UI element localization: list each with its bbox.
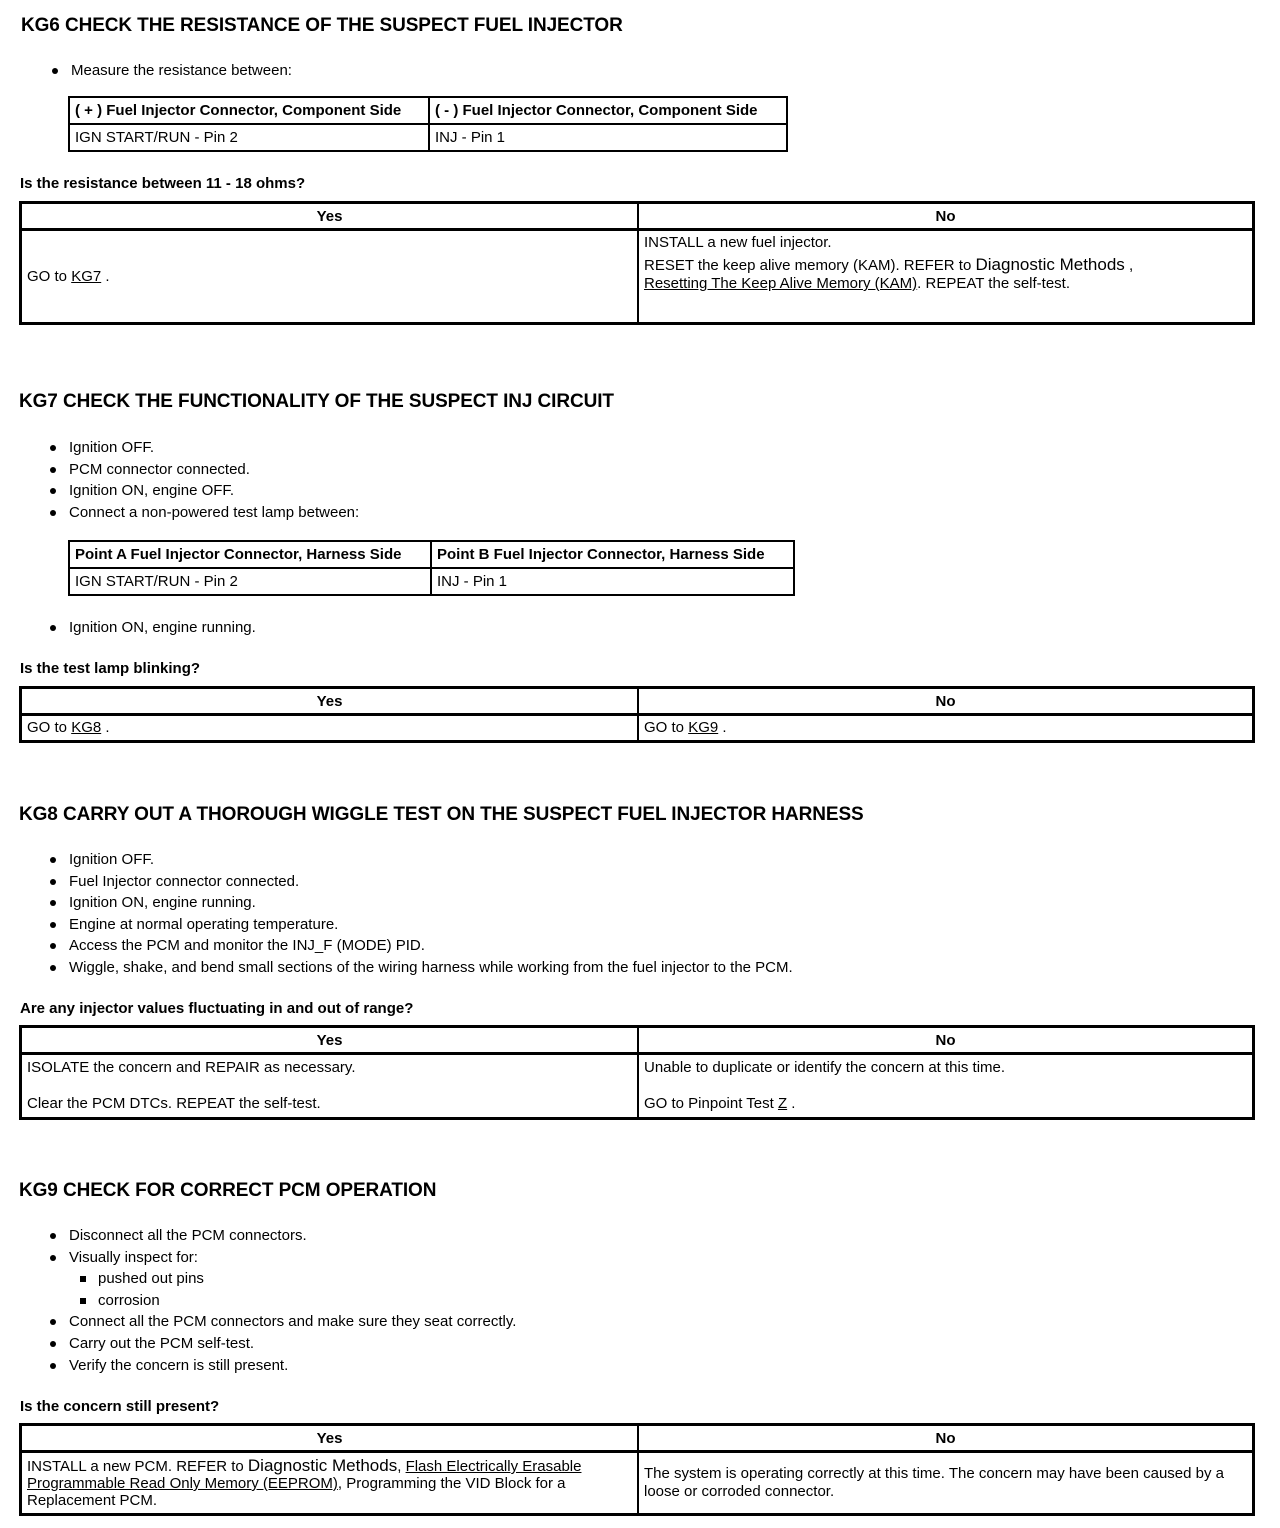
no-header: No bbox=[638, 203, 1254, 230]
yes-header: Yes bbox=[21, 203, 639, 230]
no-cell: The system is operating correctly at this time. The concern may have been caused by a loose or corroded connector. bbox=[638, 1452, 1254, 1515]
kg7-connector-table bbox=[68, 540, 795, 596]
yes-cell bbox=[21, 1452, 639, 1515]
kg7-link[interactable]: KG7 bbox=[71, 267, 102, 285]
no-cell bbox=[638, 230, 1254, 324]
table-cell: INJ - Pin 1 bbox=[429, 124, 787, 151]
kg9-title: KG9 CHECK FOR CORRECT PCM OPERATION bbox=[19, 1180, 437, 1201]
no-header: No bbox=[638, 688, 1254, 715]
yes-text: GO to bbox=[27, 719, 72, 736]
list-item: PCM connector connected. bbox=[50, 459, 359, 481]
table-row bbox=[69, 568, 794, 595]
kg6-question: Is the resistance between 11 - 18 ohms? bbox=[20, 175, 306, 192]
no-header: No bbox=[638, 1425, 1254, 1452]
list-item: Fuel Injector connector connected. bbox=[50, 871, 793, 893]
no-line-2 bbox=[644, 1095, 1247, 1113]
no-suffix: . bbox=[718, 719, 727, 736]
list-item: Ignition OFF. bbox=[50, 849, 793, 871]
list-item: Ignition OFF. bbox=[50, 437, 359, 459]
kg8-title: KG8 CARRY OUT A THOROUGH WIGGLE TEST ON THE SUSPECT FUEL INJECTOR HARNESS bbox=[19, 804, 864, 825]
yes-header: Yes bbox=[21, 688, 639, 715]
table-header: ( + ) Fuel Injector Connector, Component Side bbox=[69, 97, 429, 124]
list-item: Visually inspect for: bbox=[50, 1247, 516, 1269]
table-header: Point A Fuel Injector Connector, Harness Side bbox=[69, 541, 431, 568]
no-text: RESET the keep alive memory (KAM). REFER to bbox=[644, 257, 976, 274]
kg7-title: KG7 CHECK THE FUNCTIONALITY OF THE SUSPECT INJ CIRCUIT bbox=[19, 391, 614, 412]
kg6-title: KG6 CHECK THE RESISTANCE OF THE SUSPECT FUEL INJECTOR bbox=[21, 15, 623, 36]
yes-cell bbox=[21, 230, 639, 324]
yes-cell bbox=[21, 1054, 639, 1119]
reset-kam-link[interactable]: Resetting The Keep Alive Memory (KAM) bbox=[644, 275, 918, 292]
list-item: Disconnect all the PCM connectors. bbox=[50, 1225, 516, 1247]
kg8-answer-table bbox=[19, 1025, 1255, 1120]
kg9-answer-table bbox=[19, 1423, 1255, 1516]
list-item: Engine at normal operating temperature. bbox=[50, 914, 793, 936]
yes-suffix: . bbox=[101, 267, 110, 285]
no-cell bbox=[638, 715, 1254, 742]
no-text: GO to bbox=[644, 719, 689, 736]
no-line-1: Unable to duplicate or identify the concern at this time. bbox=[644, 1059, 1006, 1076]
sub-list-item: corrosion bbox=[50, 1290, 516, 1312]
kg8-bullet-list bbox=[50, 849, 793, 979]
kg9-link[interactable]: KG9 bbox=[688, 719, 719, 736]
kg6-connector-table bbox=[68, 96, 788, 152]
diagnostic-methods-ref: Diagnostic Methods bbox=[247, 1456, 398, 1475]
kg7-answer-table bbox=[19, 686, 1255, 743]
list-item: Measure the resistance between: bbox=[52, 60, 292, 82]
list-item: Connect a non-powered test lamp between: bbox=[50, 502, 359, 524]
no-line-1: INSTALL a new fuel injector. bbox=[644, 234, 832, 251]
kg7-bullet-list bbox=[50, 437, 359, 523]
no-line-3 bbox=[644, 275, 1247, 293]
yes-header: Yes bbox=[21, 1425, 639, 1452]
list-item: Wiggle, shake, and bend small sections of the wiring harness while working from the fuel injector to the PCM. bbox=[50, 957, 793, 979]
list-item: Ignition ON, engine OFF. bbox=[50, 480, 359, 502]
kg6-answer-table bbox=[19, 201, 1255, 325]
pinpoint-z-link[interactable]: Z bbox=[777, 1095, 788, 1112]
yes-suffix: . bbox=[101, 719, 110, 736]
kg9-bullet-list bbox=[50, 1225, 516, 1376]
no-cell bbox=[638, 1054, 1254, 1119]
list-item: Verify the concern is still present. bbox=[50, 1355, 516, 1377]
list-item: Carry out the PCM self-test. bbox=[50, 1333, 516, 1355]
yes-comma: , bbox=[397, 1458, 406, 1475]
no-header: No bbox=[638, 1027, 1254, 1054]
list-item: Ignition ON, engine running. bbox=[50, 617, 256, 639]
yes-header: Yes bbox=[21, 1027, 639, 1054]
yes-suffix: , Programming the VID Block for a Replacement PCM. bbox=[27, 1475, 566, 1509]
table-row bbox=[69, 124, 787, 151]
yes-cell bbox=[21, 715, 639, 742]
kg6-bullet-list bbox=[52, 60, 292, 82]
kg7-bullet-list-2 bbox=[50, 617, 256, 639]
table-cell: IGN START/RUN - Pin 2 bbox=[69, 568, 431, 595]
no-suffix: . bbox=[787, 1095, 796, 1112]
yes-text: INSTALL a new PCM. REFER to bbox=[27, 1458, 248, 1475]
table-header: Point B Fuel Injector Connector, Harness Side bbox=[431, 541, 794, 568]
no-line-2 bbox=[644, 256, 1247, 275]
yes-line-2: Clear the PCM DTCs. REPEAT the self-test. bbox=[27, 1095, 321, 1112]
table-cell: IGN START/RUN - Pin 2 bbox=[69, 124, 429, 151]
list-item: Access the PCM and monitor the INJ_F (MODE) PID. bbox=[50, 935, 793, 957]
sub-list-item: pushed out pins bbox=[50, 1268, 516, 1290]
kg8-link[interactable]: KG8 bbox=[71, 719, 102, 736]
kg9-sub-list bbox=[50, 1268, 516, 1311]
list-item: Connect all the PCM connectors and make sure they seat correctly. bbox=[50, 1311, 516, 1333]
kg8-question: Are any injector values fluctuating in and out of range? bbox=[20, 1000, 414, 1017]
list-item: Ignition ON, engine running. bbox=[50, 892, 793, 914]
no-comma: , bbox=[1124, 257, 1134, 274]
kg7-question: Is the test lamp blinking? bbox=[20, 660, 201, 677]
no-text: GO to Pinpoint Test bbox=[644, 1095, 778, 1112]
flash-eeprom-link[interactable]: Flash Electrically Erasable Programmable Read Only Memory (EEPROM) bbox=[27, 1458, 582, 1492]
kg9-question: Is the concern still present? bbox=[20, 1398, 220, 1415]
yes-line-1: ISOLATE the concern and REPAIR as necessary. bbox=[27, 1059, 356, 1076]
no-suffix: . REPEAT the self-test. bbox=[917, 275, 1071, 292]
table-cell: INJ - Pin 1 bbox=[431, 568, 794, 595]
yes-text: GO to bbox=[27, 267, 72, 285]
table-header: ( - ) Fuel Injector Connector, Component Side bbox=[429, 97, 787, 124]
diagnostic-methods-ref: Diagnostic Methods bbox=[975, 255, 1125, 274]
